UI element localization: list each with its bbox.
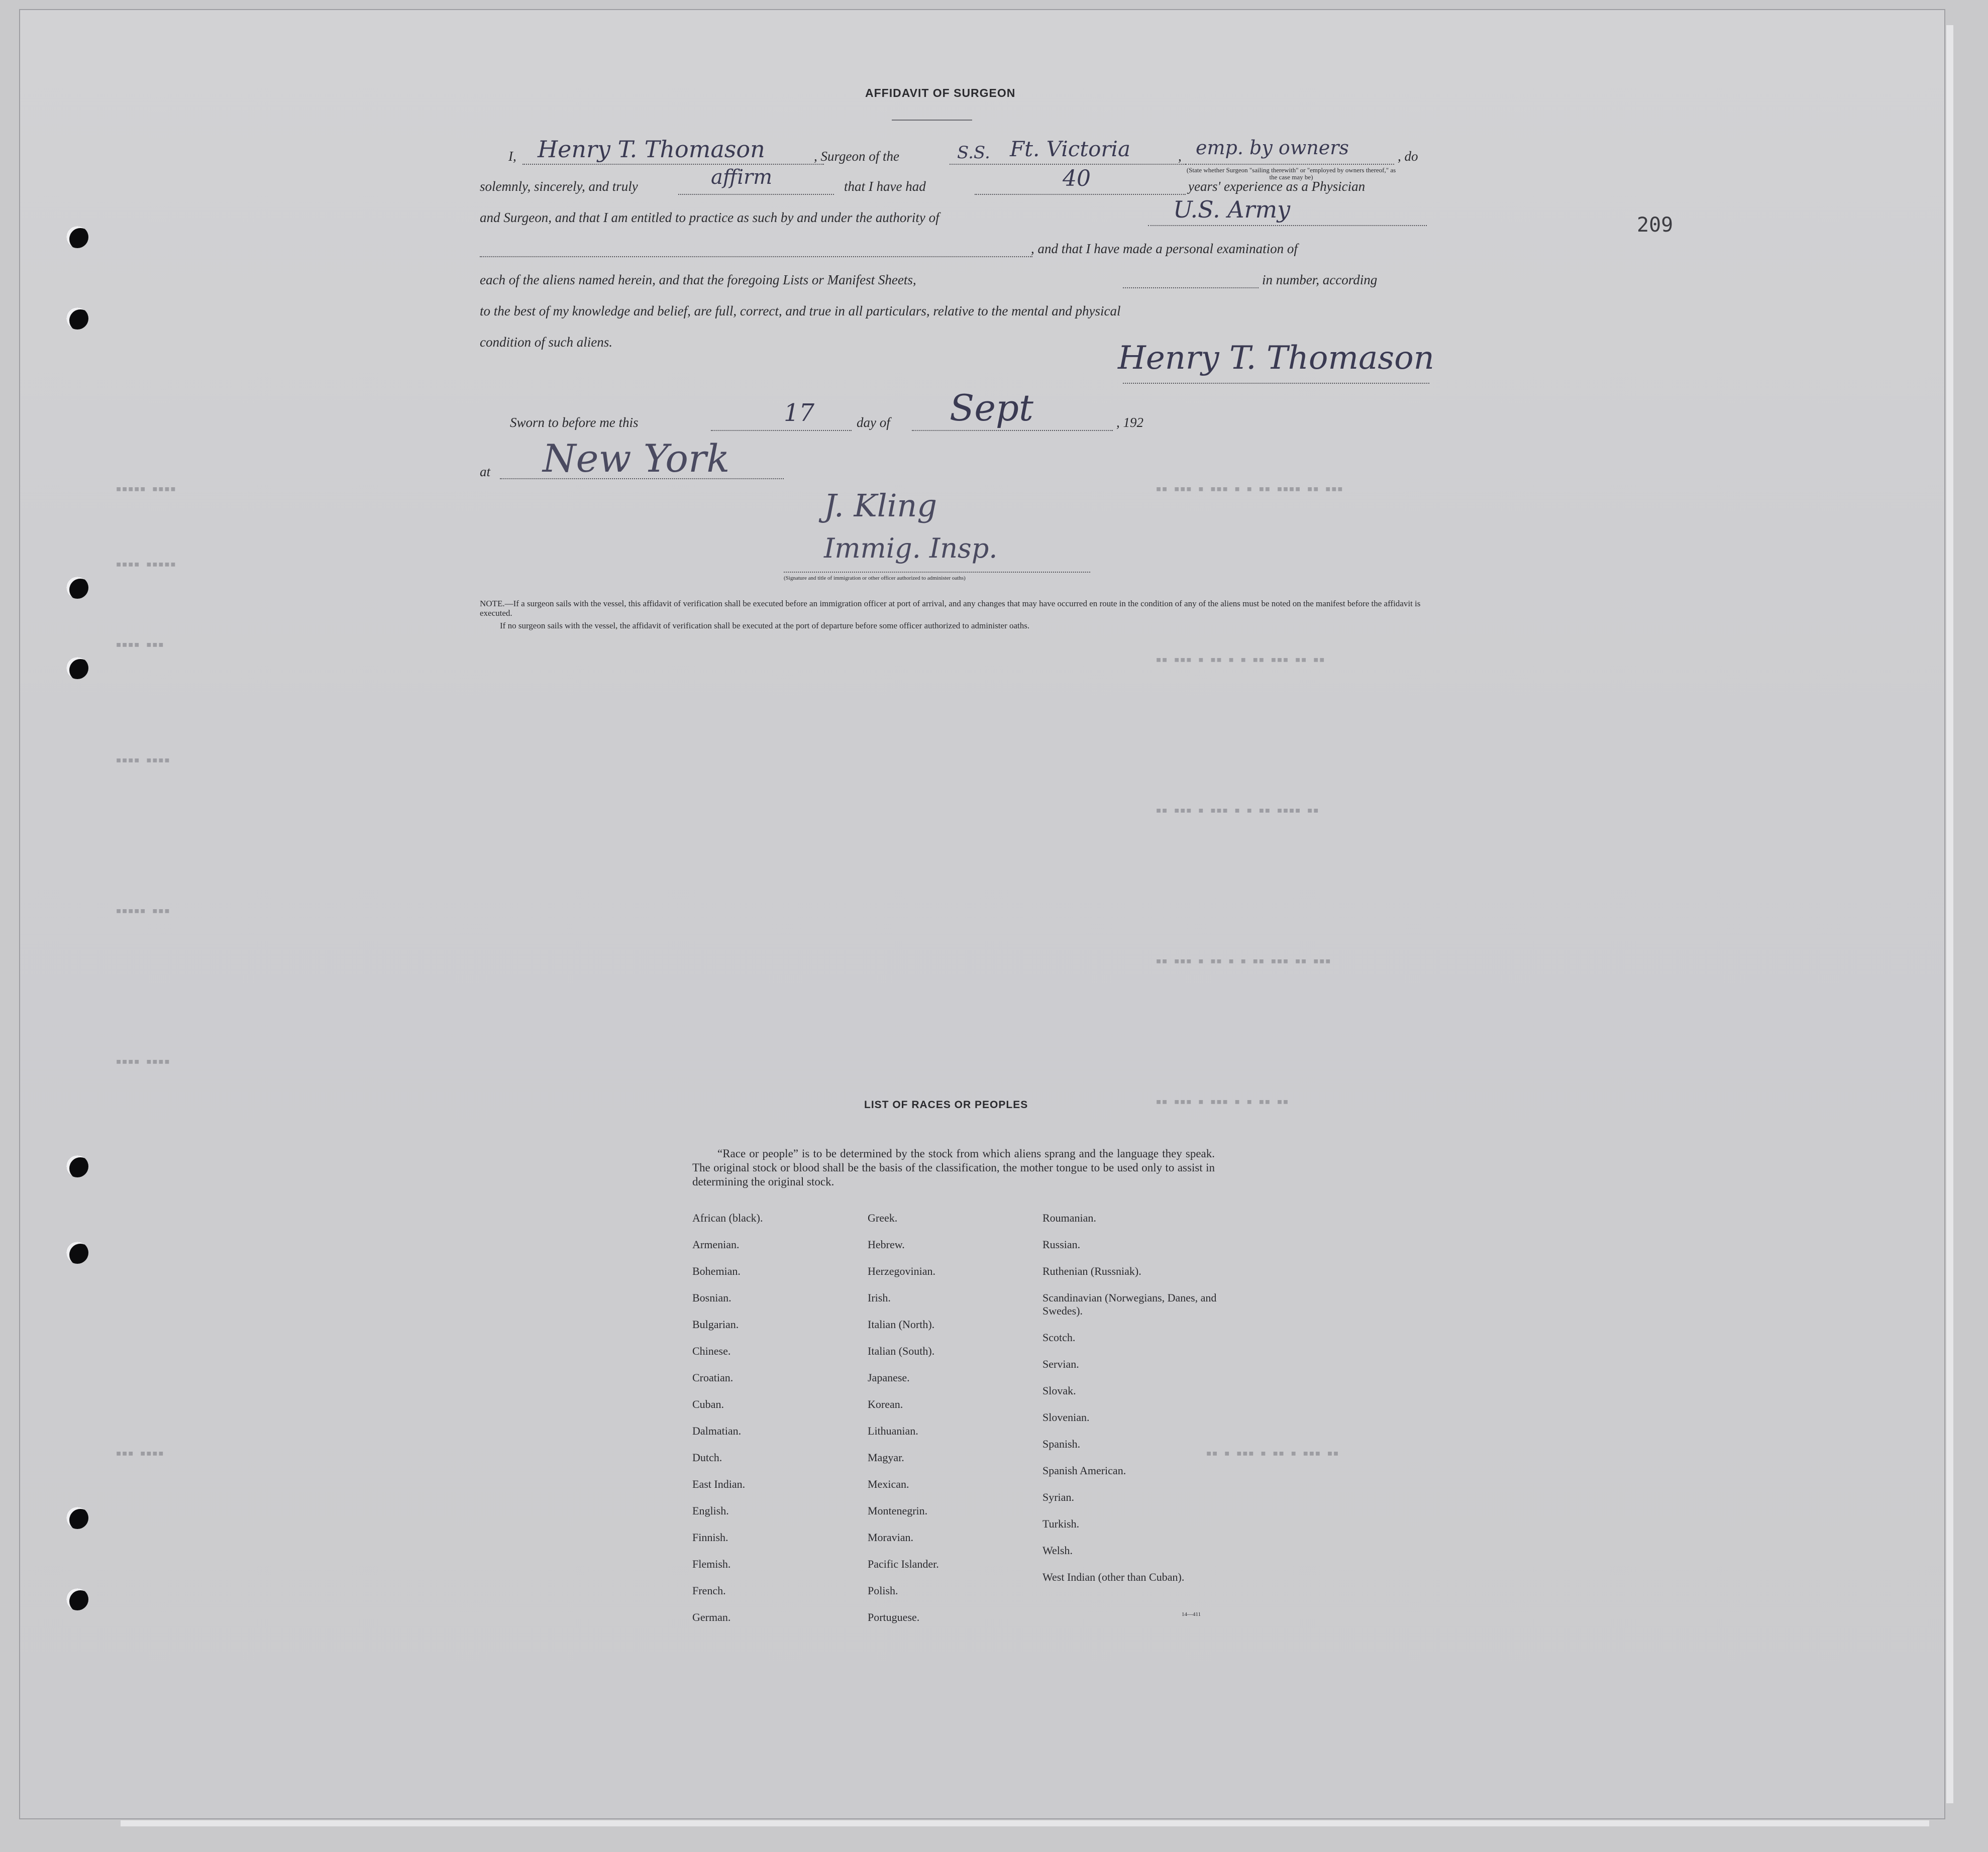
- race-item: Hebrew.: [868, 1238, 905, 1251]
- manifest-page: [20, 10, 1944, 1818]
- bleed-through: ▪▪▪▪▪ ▪▪▪▪: [116, 482, 176, 494]
- races-column-1: [692, 1205, 763, 1630]
- affidavit-note-1: NOTE.—If a surgeon sails with the vessel, this affidavit of verification shall be executed before an immigration officer at port of arrival, and any changes that may have occurred en route in the condition of any of the aliens must be noted on the manifest before the affidavit is executed.: [480, 599, 1421, 618]
- page-edge-right: [1946, 25, 1953, 1803]
- affidavit-line-1-suffix: , do: [1398, 149, 1418, 164]
- ship-name: Ft. Victoria: [1010, 137, 1130, 161]
- title-rule: [892, 120, 972, 121]
- race-item: African (black).: [692, 1212, 763, 1224]
- race-item: Bosnian.: [692, 1291, 731, 1304]
- races-intro: “Race or people” is to be determined by the stock from which aliens sprang and the language they speak. The original stock or blood shall be the basis of the classification, the mother tongue to be used only to assist in determining the original stock.: [692, 1147, 1215, 1188]
- bleed-through: ▪▪ ▪▪▪ ▪ ▪▪▪ ▪ ▪ ▪▪ ▪▪: [1156, 1095, 1289, 1107]
- bleed-through: ▪▪▪▪ ▪▪▪▪▪: [116, 558, 176, 570]
- race-item: Dutch.: [692, 1451, 722, 1464]
- affidavit-line-5-text-b: in number, according: [1262, 272, 1378, 287]
- bleed-through: ▪▪▪▪▪ ▪▪▪: [116, 904, 170, 916]
- bleed-through: ▪▪ ▪ ▪▪▪ ▪ ▪▪ ▪ ▪▪▪ ▪▪: [1206, 1447, 1339, 1459]
- binder-hole: [66, 1155, 88, 1177]
- official-title: Immig. Insp.: [824, 532, 998, 564]
- sworn-day: 17: [784, 399, 815, 427]
- races-column-2: [868, 1205, 939, 1630]
- binder-hole: [66, 577, 88, 599]
- race-item: Slovenian.: [1042, 1411, 1090, 1424]
- race-item: Finnish.: [692, 1531, 728, 1544]
- race-item: Korean.: [868, 1398, 903, 1410]
- race-item: Japanese.: [868, 1371, 910, 1384]
- race-item: Chinese.: [692, 1345, 731, 1357]
- affidavit-line-2-middle: that I have had: [844, 179, 926, 194]
- race-item: Roumanian.: [1042, 1212, 1096, 1224]
- race-item: Flemish.: [692, 1558, 731, 1570]
- surgeon-signature-line: [1123, 383, 1429, 384]
- race-item: English.: [692, 1504, 729, 1517]
- binder-hole: [66, 1507, 88, 1529]
- race-item: Russian.: [1042, 1238, 1081, 1251]
- years-field: [975, 194, 1186, 195]
- binder-hole: [66, 307, 88, 330]
- surgeon-signature: Henry T. Thomason: [1118, 340, 1434, 377]
- affidavit-note-2: If no surgeon sails with the vessel, the affidavit of verification shall be executed at the port of departure before some officer authorized to administer oaths.: [500, 621, 1030, 630]
- affidavit-line-1-prefix: I,: [508, 149, 516, 164]
- affirm-field: [678, 194, 834, 195]
- affidavit-line-2-text: solemnly, sincerely, and truly: [480, 179, 638, 194]
- sworn-month: Sept: [950, 387, 1033, 429]
- race-item: Lithuanian.: [868, 1425, 918, 1437]
- race-item: Servian.: [1042, 1358, 1079, 1370]
- race-item: Greek.: [868, 1212, 898, 1224]
- race-item: Croatian.: [692, 1371, 734, 1384]
- race-item: Pacific Islander.: [868, 1558, 939, 1570]
- race-item: Italian (South).: [868, 1345, 935, 1357]
- official-caption: (Signature and title of immigration or other officer authorized to administer oaths): [784, 575, 966, 581]
- employment-status: emp. by owners: [1196, 137, 1349, 159]
- page-edge-bottom: [121, 1820, 1929, 1826]
- bleed-through: ▪▪ ▪▪▪ ▪ ▪▪ ▪ ▪ ▪▪ ▪▪▪ ▪▪ ▪▪▪: [1156, 954, 1331, 966]
- employment-field: [1186, 164, 1394, 165]
- race-item: Italian (North).: [868, 1318, 935, 1331]
- race-item: Armenian.: [692, 1238, 740, 1251]
- race-item: West Indian (other than Cuban).: [1042, 1571, 1185, 1583]
- page-number: 209: [1637, 213, 1673, 237]
- affidavit-line-3-text: and Surgeon, and that I am entitled to practice as such by and under the authority of: [480, 210, 939, 225]
- race-item: Bohemian.: [692, 1265, 741, 1277]
- affidavit-line-5-text-a: each of the aliens named herein, and that the foregoing Lists or Manifest Sheets,: [480, 272, 916, 287]
- race-item: Polish.: [868, 1584, 898, 1597]
- ship-prefix: S.S.: [957, 143, 990, 163]
- race-item: Spanish American.: [1042, 1464, 1126, 1477]
- race-item: Mexican.: [868, 1478, 909, 1490]
- race-item: Moravian.: [868, 1531, 914, 1544]
- sworn-text: Sworn to before me this: [510, 415, 639, 430]
- race-item: Scotch.: [1042, 1331, 1076, 1344]
- bleed-through: ▪▪▪▪ ▪▪▪▪: [116, 753, 170, 766]
- affirm-word: affirm: [711, 166, 773, 189]
- race-item: Herzegovinian.: [868, 1265, 935, 1277]
- race-item: Cuban.: [692, 1398, 724, 1410]
- race-item: Scandinavian (Norwegians, Danes, and Swedes).: [1042, 1291, 1217, 1317]
- sheets-count-field: [1123, 287, 1259, 288]
- race-item: Bulgarian.: [692, 1318, 739, 1331]
- bleed-through: ▪▪ ▪▪▪ ▪ ▪▪▪ ▪ ▪ ▪▪ ▪▪▪▪ ▪▪ ▪▪▪: [1156, 482, 1343, 494]
- race-item: Syrian.: [1042, 1491, 1074, 1503]
- comma: ,: [1178, 149, 1182, 164]
- races-column-3: [1042, 1205, 1223, 1590]
- bleed-through: ▪▪▪ ▪▪▪▪: [116, 1447, 164, 1459]
- race-item: Welsh.: [1042, 1544, 1073, 1557]
- race-item: Slovak.: [1042, 1384, 1076, 1397]
- sworn-day-of: day of: [857, 415, 890, 430]
- form-number: 14—411: [1182, 1611, 1201, 1617]
- surgeon-state-note: (State whether Surgeon "sailing therewith" or "employed by owners thereof," as the case may be): [1186, 166, 1396, 181]
- years-experience: 40: [1063, 166, 1091, 191]
- race-item: German.: [692, 1611, 731, 1623]
- race-item: French.: [692, 1584, 726, 1597]
- official-signature: J. Kling: [824, 487, 937, 524]
- binder-hole: [66, 1588, 88, 1610]
- race-item: Spanish.: [1042, 1438, 1081, 1450]
- race-item: Portuguese.: [868, 1611, 920, 1623]
- surgeon-of-the: , Surgeon of the: [814, 149, 899, 164]
- authority-field: [1148, 225, 1427, 226]
- race-item: Montenegrin.: [868, 1504, 928, 1517]
- affidavit-line-2-end: years' experience as a Physician: [1188, 179, 1366, 194]
- authority-continued-field: [480, 256, 1032, 257]
- affidavit-title: AFFIDAVIT OF SURGEON: [865, 86, 1016, 99]
- affidavit-line-4-text: , and that I have made a personal examination of: [1031, 241, 1298, 256]
- bleed-through: ▪▪▪▪ ▪▪▪: [116, 638, 164, 650]
- sworn-year: , 192: [1116, 415, 1143, 430]
- sworn-month-field: [912, 430, 1113, 431]
- surgeon-name: Henry T. Thomason: [538, 136, 765, 163]
- race-item: Turkish.: [1042, 1517, 1080, 1530]
- sworn-day-field: [711, 430, 852, 431]
- practice-authority: U.S. Army: [1173, 196, 1291, 223]
- surgeon-name-field: [522, 164, 824, 165]
- sworn-at-label: at: [480, 464, 491, 479]
- races-title: LIST OF RACES OR PEOPLES: [864, 1099, 1028, 1111]
- bleed-through: ▪▪ ▪▪▪ ▪ ▪▪▪ ▪ ▪ ▪▪ ▪▪▪▪ ▪▪: [1156, 804, 1319, 816]
- binder-hole: [66, 1242, 88, 1264]
- ship-field: [950, 164, 1186, 165]
- race-item: East Indian.: [692, 1478, 746, 1490]
- affidavit-line-6-text: to the best of my knowledge and belief, are full, correct, and true in all particulars, relative to the mental and physical: [480, 303, 1121, 318]
- bleed-through: ▪▪▪▪ ▪▪▪▪: [116, 1055, 170, 1067]
- binder-hole: [66, 226, 88, 248]
- race-item: Magyar.: [868, 1451, 904, 1464]
- race-item: Irish.: [868, 1291, 891, 1304]
- race-item: Ruthenian (Russniak).: [1042, 1265, 1141, 1277]
- affidavit-line-7-text: condition of such aliens.: [480, 335, 612, 350]
- race-item: Dalmatian.: [692, 1425, 742, 1437]
- sworn-at-place: New York: [543, 436, 730, 481]
- binder-hole: [66, 657, 88, 679]
- bleed-through: ▪▪ ▪▪▪ ▪ ▪▪ ▪ ▪ ▪▪ ▪▪▪ ▪▪ ▪▪: [1156, 653, 1325, 665]
- official-signature-line: [784, 572, 1090, 573]
